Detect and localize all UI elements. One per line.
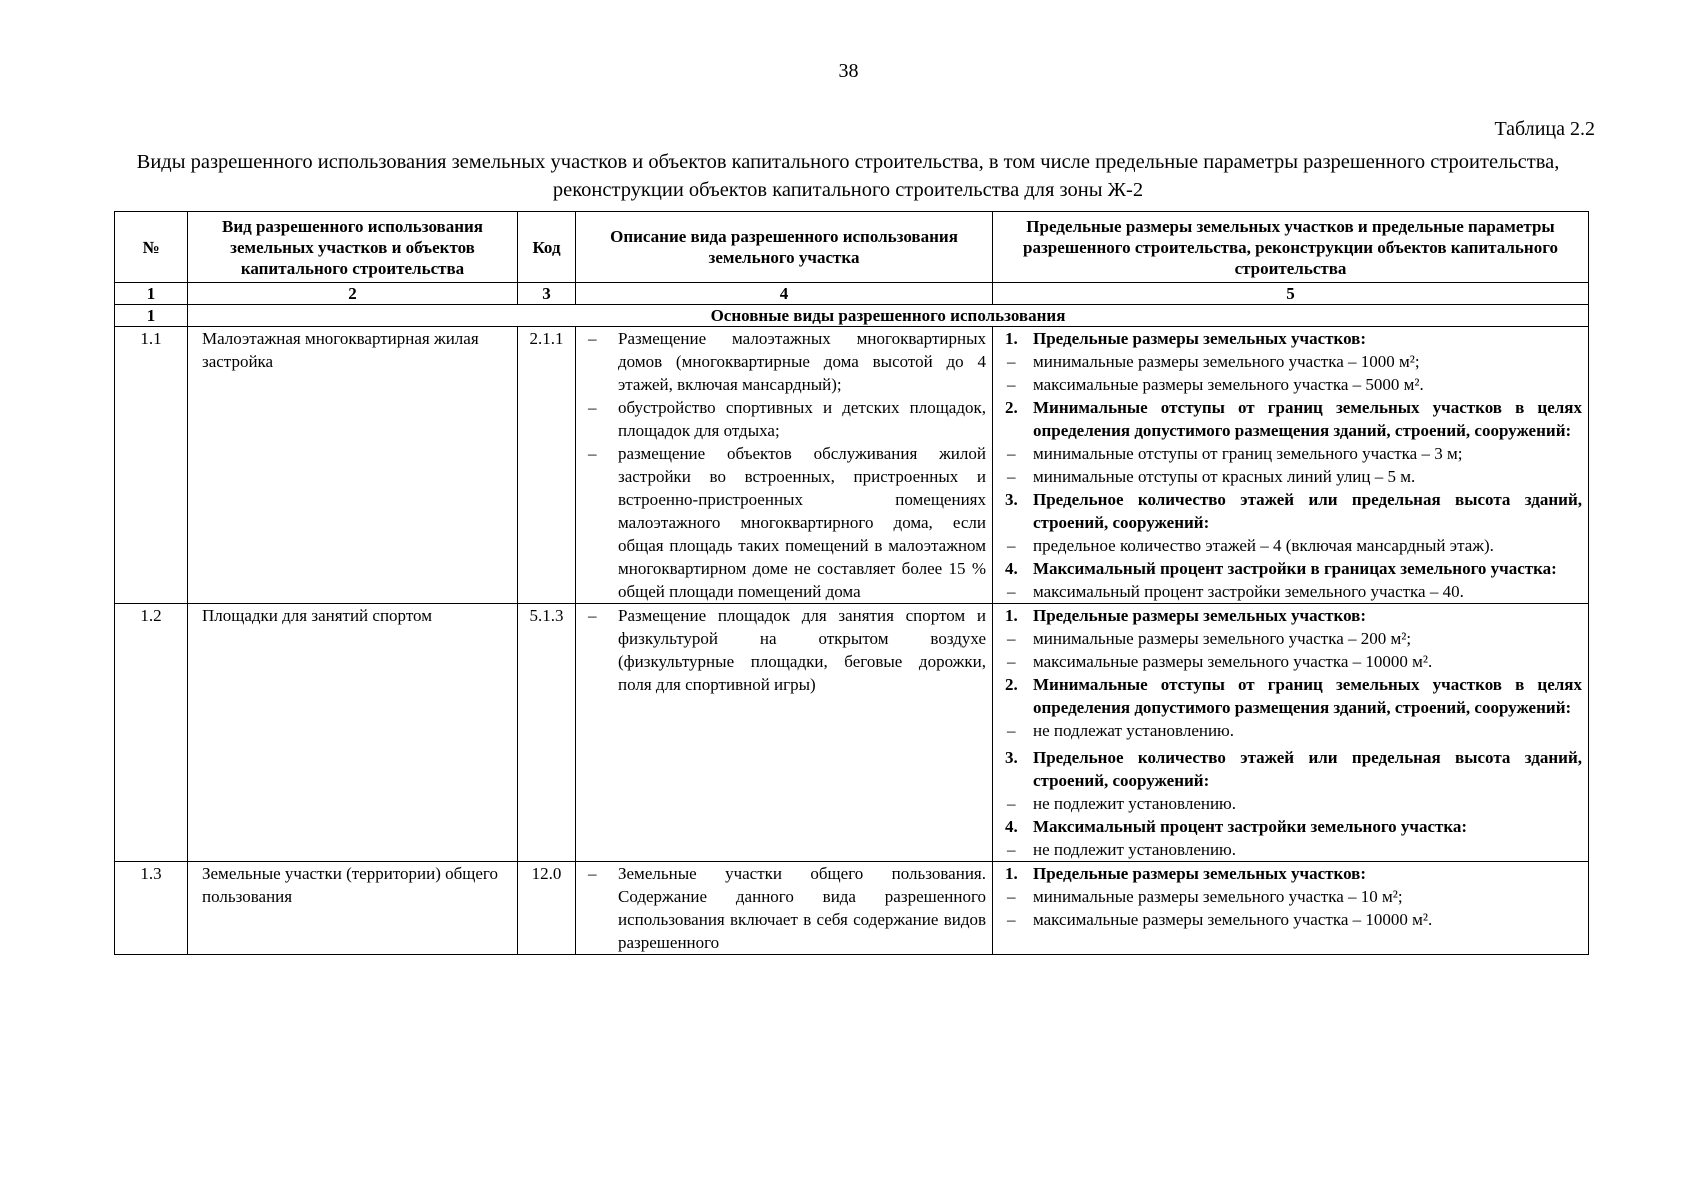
header-desc: Описание вида разрешенного использования земельного участка [576,212,993,283]
col-number: 5 [993,283,1589,305]
desc-item: – Земельные участки общего пользования. Содержание данного вида разрешенного использования включает в себя содержание видов разрешенного [582,862,986,954]
desc-item: – размещение объектов обслуживания жилой застройки во встроенных, пристроенных и встроенно-пристроенных помещениях малоэтажного многоквартирного дома, если общая площадь таких помещений в малоэтажном многоквартирном доме не составляет более 15 % общей площади помещений дома [582,442,986,603]
param-heading: 1. Предельные размеры земельных участков: [1005,606,1367,625]
param-item: – не подлежит установлению. [1005,792,1582,815]
param-item: – максимальные размеры земельного участка – 10000 м². [1005,908,1582,931]
desc-item: – Размещение малоэтажных многоквартирных домов (многоквартирные дома высотой до 4 этажей, включая мансардный); [582,327,986,396]
param-item: – минимальные отступы от красных линий улиц – 5 м. [1005,465,1582,488]
header-row [115,212,1589,283]
param-item: – минимальные отступы от границ земельного участка – 3 м; [1005,442,1582,465]
param-heading: 3. Предельное количество этажей или предельная высота зданий, строений, сооружений: [1005,490,1582,532]
page-number: 38 [838,60,859,82]
col-number: 3 [518,283,576,305]
param-item: – предельное количество этажей – 4 (включая мансардный этаж). [1005,534,1582,557]
row-params [993,604,1589,862]
param-item: – максимальный процент застройки земельного участка – 40. [1005,580,1582,603]
land-use-table [114,211,1589,955]
param-heading: 3. Предельное количество этажей или предельная высота зданий, строений, сооружений: [1005,748,1582,790]
param-item: – минимальные размеры земельного участка – 10 м²; [1005,885,1582,908]
row-desc [576,604,993,862]
param-item: – не подлежит установлению. [1005,838,1582,861]
param-item: – максимальные размеры земельного участка – 5000 м². [1005,373,1582,396]
row-code: 12.0 [518,862,576,955]
desc-item: – обустройство спортивных и детских площадок, площадок для отдыха; [582,396,986,442]
param-item: – минимальные размеры земельного участка – 200 м²; [1005,627,1582,650]
header-type: Вид разрешенного использования земельных участков и объектов капитального строительства [188,212,518,283]
header-code: Код [518,212,576,283]
param-heading: 2. Минимальные отступы от границ земельных участков в целях определения допустимого размещения зданий, строений, сооружений: [1005,398,1582,440]
section-num: 1 [115,305,188,327]
row-num: 1.3 [115,862,188,955]
header-num: № [115,212,188,283]
header-params: Предельные размеры земельных участков и предельные параметры разрешенного строительства, реконструкции объектов капитального строительства [993,212,1589,283]
table-row [115,327,1589,604]
param-heading: 1. Предельные размеры земельных участков: [1005,864,1367,883]
column-number-row [115,283,1589,305]
param-item: – минимальные размеры земельного участка – 1000 м²; [1005,350,1582,373]
row-num: 1.2 [115,604,188,862]
row-code: 5.1.3 [518,604,576,862]
row-name: Площадки для занятий спортом [188,604,518,862]
row-code: 2.1.1 [518,327,576,604]
col-number: 1 [115,283,188,305]
table-caption: Виды разрешенного использования земельных участков и объектов капитального строительства, в том числе предельные параметры разрешенного строительства, реконструкции объектов капитального строительства для зоны Ж-2 [136,151,1560,201]
param-heading: 2. Минимальные отступы от границ земельных участков в целях определения допустимого размещения зданий, строений, сооружений: [1005,675,1582,717]
table-row [115,604,1589,862]
row-params [993,862,1589,955]
row-params [993,327,1589,604]
row-name: Земельные участки (территории) общего пользования [188,862,518,955]
param-item: – максимальные размеры земельного участка – 10000 м². [1005,650,1582,673]
col-number: 2 [188,283,518,305]
row-num: 1.1 [115,327,188,604]
row-desc [576,862,993,955]
table-label: Таблица 2.2 [1494,118,1595,140]
col-number: 4 [576,283,993,305]
section-title: Основные виды разрешенного использования [188,305,1589,327]
param-heading: 1. Предельные размеры земельных участков: [1005,329,1367,348]
table-row [115,862,1589,955]
row-desc [576,327,993,604]
param-item: – не подлежат установлению. [1005,719,1582,742]
param-heading: 4. Максимальный процент застройки земельного участка: [1005,817,1468,836]
row-name: Малоэтажная многоквартирная жилая застройка [188,327,518,604]
desc-item: – Размещение площадок для занятия спортом и физкультурой на открытом воздухе (физкультурные площадки, беговые дорожки, поля для спортивной игры) [582,604,986,696]
section-row [115,305,1589,327]
param-heading: 4. Максимальный процент застройки в границах земельного участка: [1005,559,1557,578]
